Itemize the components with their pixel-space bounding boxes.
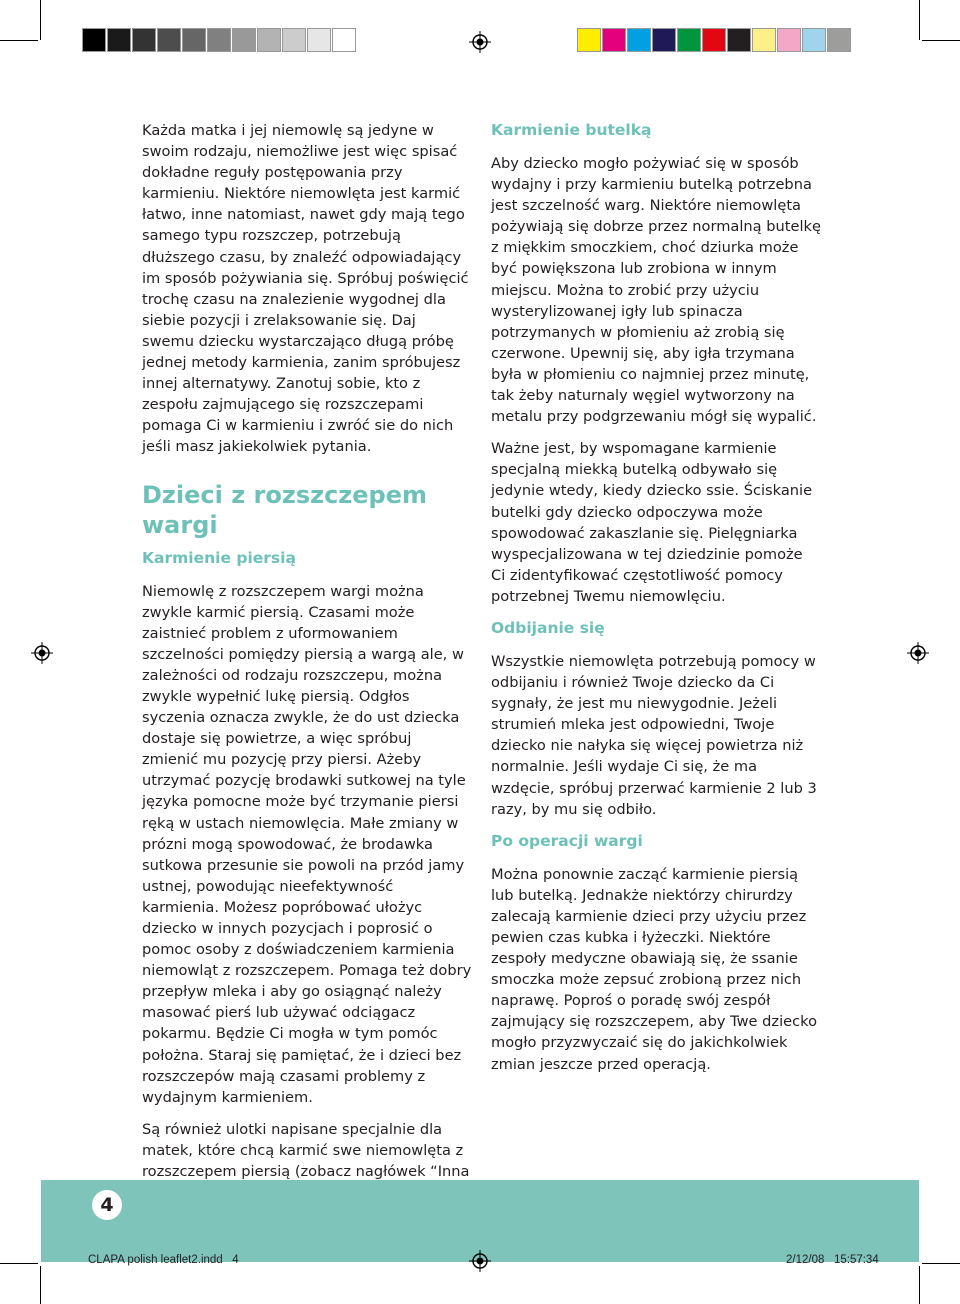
page-number: 4 [92,1190,122,1220]
process-color-bar [577,28,852,54]
slug-filename: CLAPA polish leaflet2.indd 4 [88,1254,239,1266]
crop-mark [922,1263,960,1264]
color-swatch [627,28,651,52]
color-swatch [82,28,106,52]
registration-mark-icon [469,31,491,53]
subsection-heading: Karmienie piersią [142,548,296,567]
color-swatch [232,28,256,52]
crop-mark [919,0,920,40]
registration-mark-icon [469,1250,491,1272]
body-paragraph: Aby dziecko mogło pożywiać się w sposób wydajny i przy karmieniu butelką potrzebna jest szczelność warg. Niektóre niemowlęta pożywiają się dobrze przez normalną butelkę z miękkim smoczkiem, choć dziurka może być powiększona lub zrobiona w innym miejscu. Można to zrobić przy użyciu wysterylizowanej igły lub spinacza potrzymanych w płomieniu aż zrobią się czerwone. Upewnij się, aby igła trzymana była w płomieniu co najmniej przez minutę, tak żeby naturnaly węgiel wytworzony na metalu przy podgrzewaniu mógł się wypalić. [491,155,821,426]
registration-mark-icon [907,642,929,664]
right-column [491,120,821,1086]
color-swatch [827,28,851,52]
intro-paragraph: Każda matka i jej niemowlę są jedyne w swoim rodzaju, niemożliwe jest więc spisać dokładne reguły postępowania przy karmieniu. Niektóre niemowlęta jest karmić łatwo, inne natomiast, nawet gdy mają tego samego typu rozszczep, potrzebują dłuższego czasu, by znaleźć odpowiadający im sposób pożywiania się. Spróbuj poświęcić trochę czasu na znalezienie wygodnej dla siebie pozycji i zrelaksowanie się. Daj swemu dziecku wystarczająco długą próbę jednej metody karmienia, zanim spróbujesz innej alternatywy. Zanotuj sobie, kto z zespołu zajmującego się rozszczepami pomaga Ci w karmieniu i zwróć sie do nich jeśli masz jakiekolwiek pytania. [142,122,469,456]
color-swatch [282,28,306,52]
color-swatch [652,28,676,52]
subsection-heading: Po operacji wargi [491,831,643,850]
color-swatch [702,28,726,52]
crop-mark [0,40,38,41]
color-swatch [207,28,231,52]
body-paragraph: Wszystkie niemowlęta potrzebują pomocy w odbijaniu i również Twoje dziecko da Ci sygnały, że jest mu niewygodnie. Jeżeli strumień mleka jest odpowiedni, Twoje dziecko nie nałyka się więcej powietrza niż normalnie. Jeśli wydaje Ci się, że ma wzdęcie, spróbuj przerwać karmienie 2 lub 3 razy, by mu się odbiło. [491,652,817,818]
registration-mark-icon [31,642,53,664]
color-swatch [107,28,131,52]
color-swatch [727,28,751,52]
body-paragraph: Niemowlę z rozszczepem wargi można zwykle karmić piersią. Czasami może zaistnieć problem z uformowaniem szczelności pomiędzy piersią a wargą ale, w zależności od rodzaju rozszczepu, można zwykle wypełnić lukę piersią. Odgłos syczenia oznacza zwykle, że do ust dziecka dostaje się powietrze, a więc spróbuj zmienić mu pozycję przy piersi. Ażeby utrzymać pozycję brodawki sutkowej na tyle języka pomocne może być trzymanie piersi ręką w ustach niemowlęcia. Małe zmiany w prózni mogą spowodować, że brodawka sutkowa przesunie sie powoli na przód jamy ustnej, powodując nieefektywność karmienia. Możesz popróbować ułożyc dziecko w innych pozycjach i poprosić o pomoc osoby z doświadczeniem karmienia niemowląt z rozszczepem. Pomaga też dobry przepływ mleka i aby go osiągnąć należy masować pierś lub używać odciągacz pokarmu. Będzie Ci mogła w tym pomóc położna. Staraj się pamiętać, że i dzieci bez rozszczepów mają czasami problemy z wydajnym karmieniem. [142,582,472,1106]
subsection-heading: Karmienie butelką [491,121,652,139]
body-paragraph: Ważne jest, by wspomagane karmienie specjalną miekką butelką odbywało się jedynie wtedy, kiedy dziecko ssie. Ściskanie butelki gdy dziecko odpoczywa może spowodować zakaszlanie się. Pielęgniarka wyspecjalizowana w tej dziedzinie pomoże Ci zidentyfikować częstotliwość pomocy potrzebnej Twemu niemowlęciu. [491,440,813,605]
subsection-heading: Odbijanie się [491,618,605,637]
color-swatch [182,28,206,52]
slug-timestamp: 2/12/08 15:57:34 [786,1254,879,1266]
crop-mark [922,40,960,41]
color-swatch [802,28,826,52]
grayscale-color-bar [82,28,357,54]
crop-mark [40,1266,41,1304]
crop-mark [919,1266,920,1304]
color-swatch [307,28,331,52]
color-swatch [752,28,776,52]
color-swatch [257,28,281,52]
color-swatch [132,28,156,52]
section-heading: Dzieci z rozszczepem wargi [142,480,428,539]
color-swatch [602,28,626,52]
body-paragraph: Są również ulotki napisane specjalnie dla matek, które chcą karmić swe niemowlęta z rozszczepem piersią (zobacz nagłówek “Inna [142,1120,470,1181]
color-swatch [577,28,601,52]
crop-mark [0,1263,38,1264]
left-column [142,120,472,1214]
body-paragraph: Można ponownie zacząć karmienie piersią lub butelką. Jednakże niektórzy chirurdzy zalecają karmienie dzieci przy użyciu przez pewien czas kubka i łyżeczki. Niektóre zespoły medyczne obawiają się, że ssanie smoczka może zepsuć zrobioną przez nich naprawę. Poproś o poradę swój zespół zajmujący się rozszczepem, aby Twe dziecko mogło przyzwyczaić się do jakichkolwiek zmian jeszcze przed operacją. [491,865,817,1073]
color-swatch [777,28,801,52]
color-swatch [332,28,356,52]
color-swatch [677,28,701,52]
color-swatch [157,28,181,52]
crop-mark [40,0,41,40]
